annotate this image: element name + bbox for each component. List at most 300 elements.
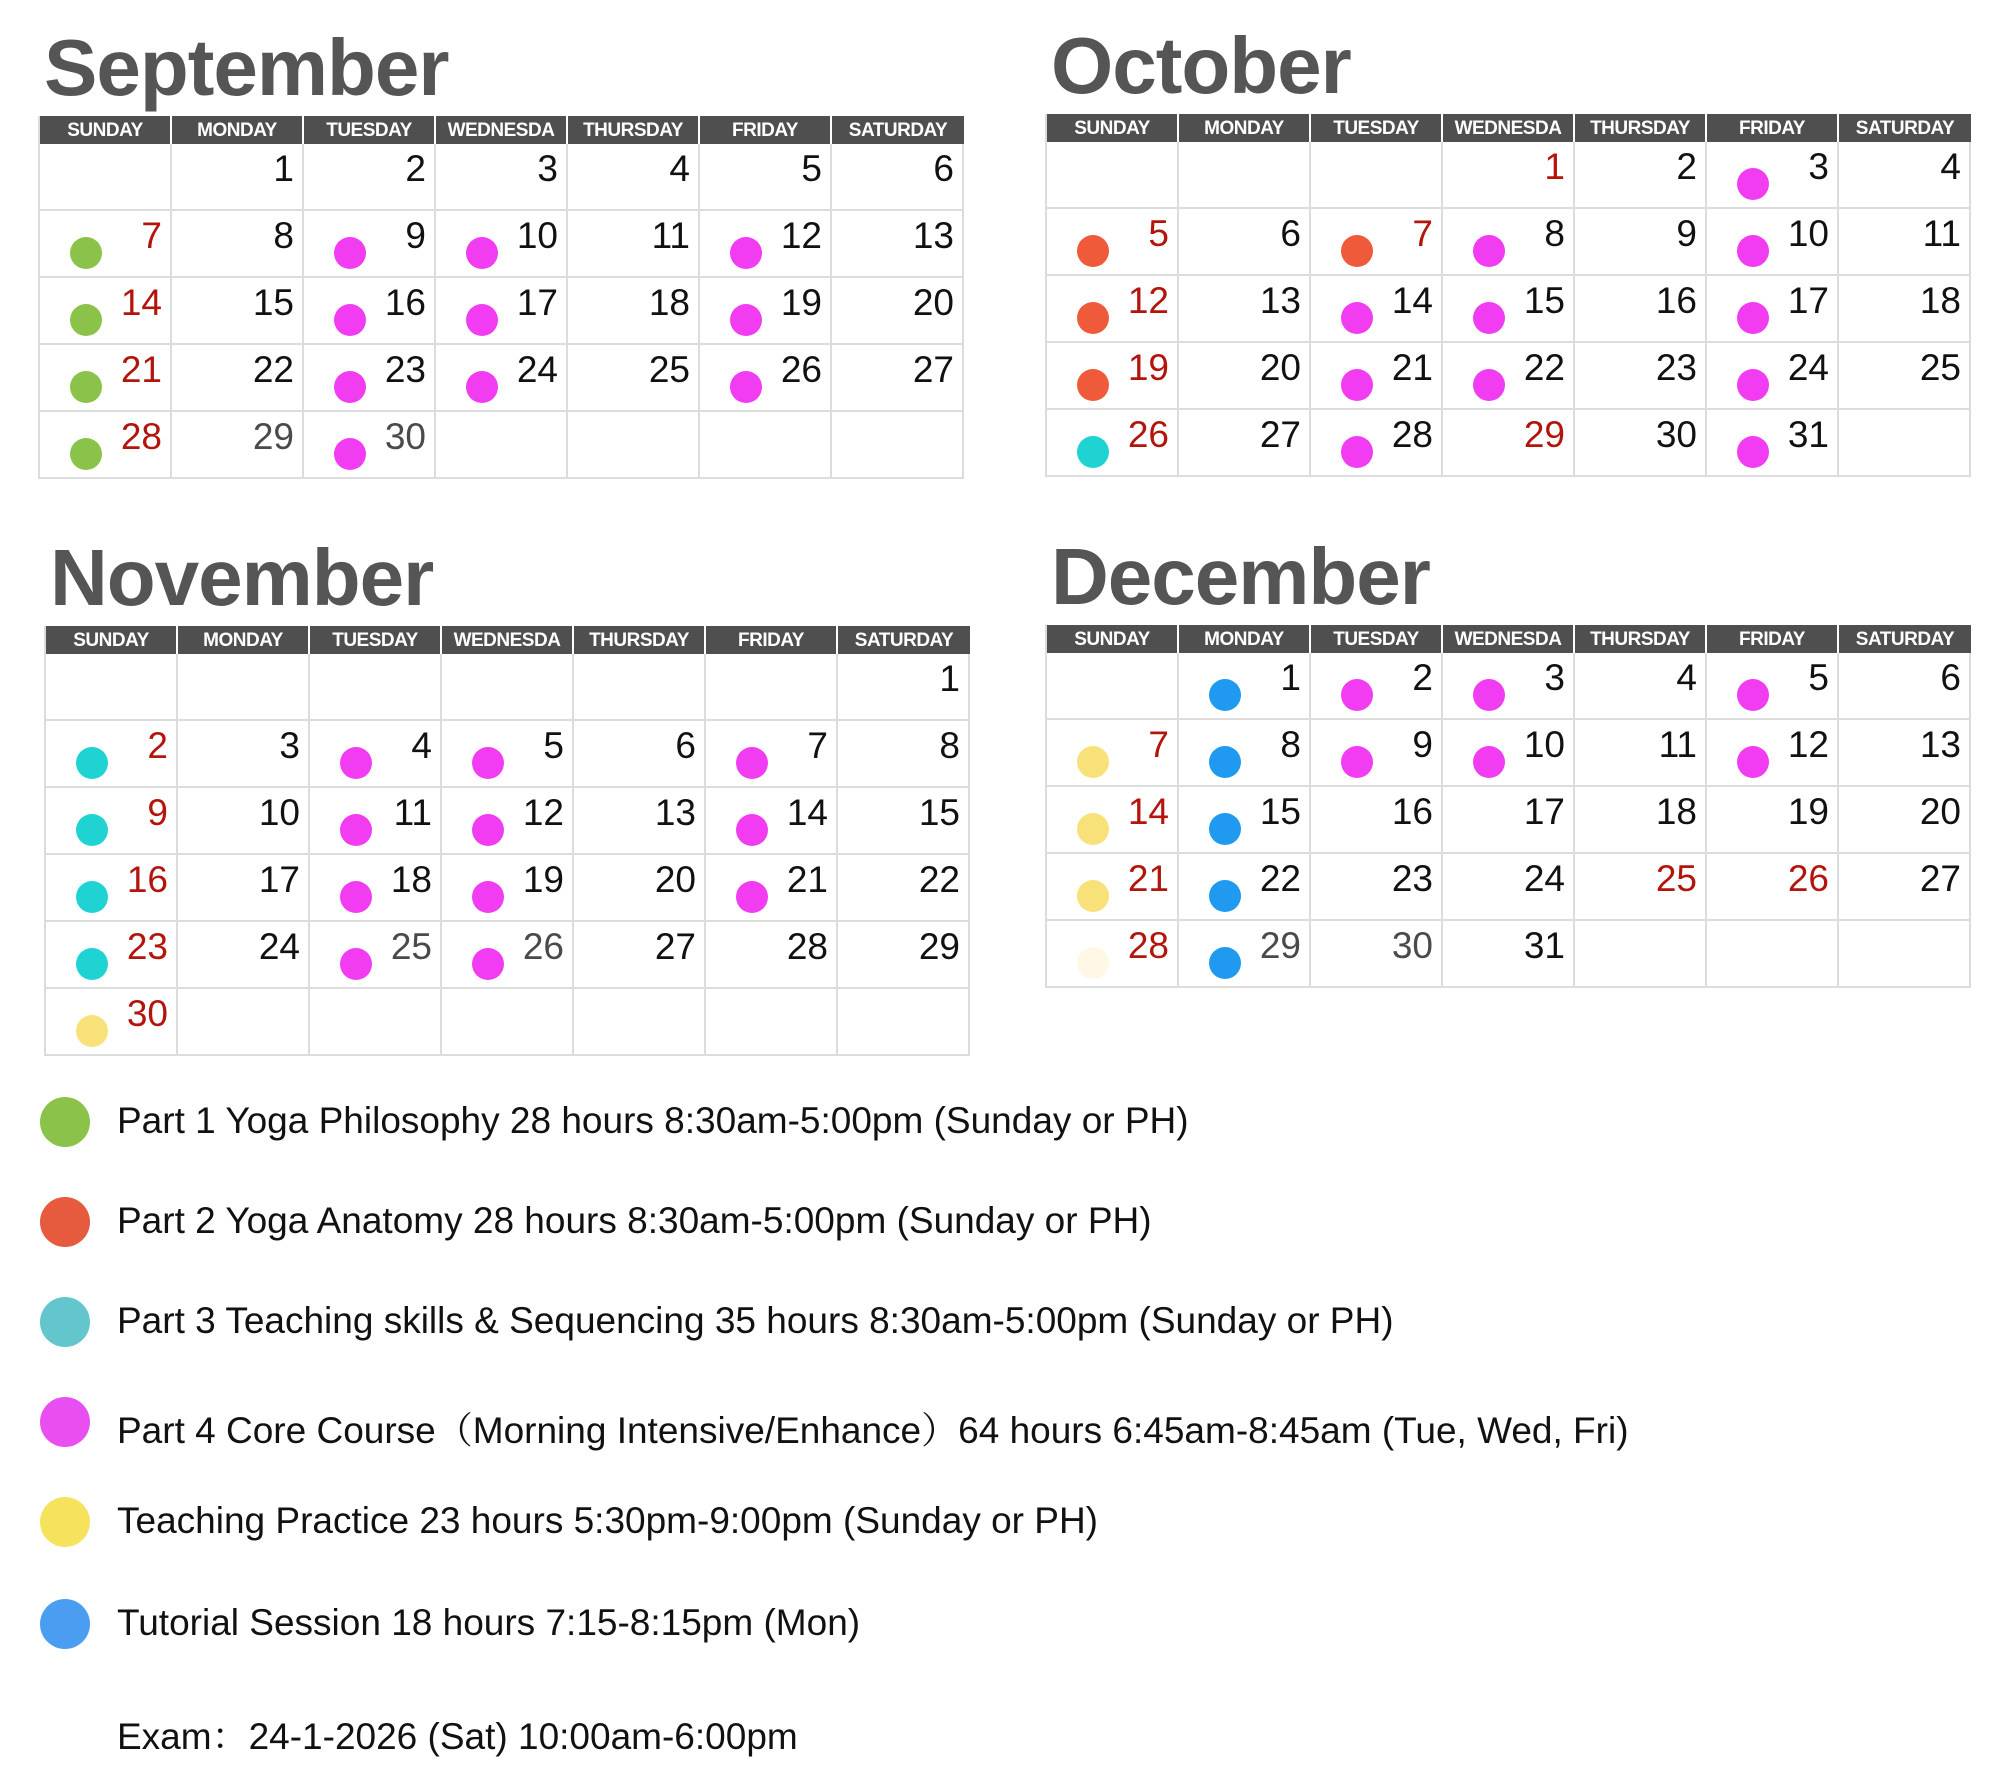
day-cell <box>700 345 832 410</box>
day-cell <box>1179 653 1311 718</box>
day-number: 23 <box>1655 347 1697 388</box>
legend-dot-icon <box>40 1497 90 1547</box>
empty-day-cell <box>1311 142 1443 207</box>
day-number: 27 <box>1919 858 1961 899</box>
week-row <box>46 989 970 1056</box>
session-dot-icon <box>70 371 102 403</box>
weekday-header <box>1047 114 1971 142</box>
day-cell <box>838 788 970 853</box>
session-dot-icon <box>730 304 762 336</box>
day-number: 8 <box>1280 724 1301 765</box>
day-cell <box>1707 720 1839 785</box>
weekday-label: WEDNESDA <box>436 116 568 144</box>
weekday-label: SATURDAY <box>848 120 948 141</box>
day-number: 6 <box>1280 213 1301 254</box>
empty-day-cell <box>1839 410 1971 475</box>
day-number: 11 <box>651 215 690 256</box>
day-cell <box>1443 787 1575 852</box>
day-cell <box>1179 410 1311 475</box>
session-dot-icon <box>1473 679 1505 711</box>
day-cell <box>1311 343 1443 408</box>
session-dot-icon <box>730 237 762 269</box>
day-cell <box>310 922 442 987</box>
day-cell <box>1443 209 1575 274</box>
day-cell <box>1839 653 1971 718</box>
day-cell <box>568 211 700 276</box>
session-dot-icon <box>466 371 498 403</box>
day-cell <box>172 345 304 410</box>
day-number: 26 <box>1787 858 1829 899</box>
day-number: 15 <box>918 792 960 833</box>
legend-text: Part 4 Core Course（Morning Intensive/Enhance）64 hours 6:45am-8:45am (Tue, Wed, Fri) <box>117 1410 1629 1451</box>
day-cell <box>1575 410 1707 475</box>
day-number: 7 <box>807 725 828 766</box>
day-number: 28 <box>1391 414 1433 455</box>
day-number: 30 <box>126 993 168 1034</box>
day-cell <box>700 211 832 276</box>
day-cell <box>1311 787 1443 852</box>
day-number: 21 <box>120 349 162 390</box>
session-dot-icon <box>340 881 372 913</box>
week-row <box>46 721 970 788</box>
day-cell <box>1707 343 1839 408</box>
day-cell <box>832 278 964 343</box>
weekday-label: WEDNESDA <box>1443 114 1575 142</box>
day-cell <box>1311 720 1443 785</box>
day-number: 8 <box>939 725 960 766</box>
month-title: December <box>1051 532 1430 621</box>
day-number: 22 <box>1523 347 1565 388</box>
weekday-label: SUNDAY <box>40 116 172 144</box>
day-number: 28 <box>786 926 828 967</box>
weekday-header <box>40 116 964 144</box>
session-dot-icon <box>340 948 372 980</box>
week-row <box>1047 854 1971 921</box>
day-number: 20 <box>654 859 696 900</box>
day-number: 3 <box>279 725 300 766</box>
day-cell <box>304 278 436 343</box>
day-cell <box>1575 787 1707 852</box>
session-dot-icon <box>70 237 102 269</box>
day-number: 1 <box>1280 657 1301 698</box>
day-cell <box>838 721 970 786</box>
day-number: 4 <box>669 148 690 189</box>
empty-day-cell <box>574 989 706 1054</box>
day-number: 26 <box>1127 414 1169 455</box>
day-cell <box>1443 276 1575 341</box>
session-dot-icon <box>1341 679 1373 711</box>
day-cell <box>1047 921 1179 986</box>
day-cell <box>706 922 838 987</box>
empty-day-cell <box>706 654 838 719</box>
day-number: 17 <box>516 282 558 323</box>
day-cell <box>172 211 304 276</box>
day-number: 25 <box>1919 347 1961 388</box>
day-cell <box>1443 921 1575 986</box>
empty-day-cell <box>700 412 832 477</box>
day-cell <box>1839 209 1971 274</box>
session-dot-icon <box>1209 880 1241 912</box>
day-number: 25 <box>390 926 432 967</box>
week-row <box>1047 343 1971 410</box>
day-number: 4 <box>1940 146 1961 187</box>
day-cell <box>832 144 964 209</box>
day-number: 3 <box>537 148 558 189</box>
day-number: 20 <box>912 282 954 323</box>
empty-day-cell <box>832 412 964 477</box>
day-number: 13 <box>912 215 954 256</box>
session-dot-icon <box>1473 302 1505 334</box>
weekday-label: TUESDAY <box>304 116 436 144</box>
day-number: 7 <box>1412 213 1433 254</box>
weekday-label: TUESDAY <box>1311 114 1443 142</box>
day-number: 25 <box>1655 858 1697 899</box>
week-row <box>40 211 964 278</box>
day-number: 22 <box>252 349 294 390</box>
session-dot-icon <box>472 747 504 779</box>
session-dot-icon <box>472 881 504 913</box>
week-row <box>1047 209 1971 276</box>
week-row <box>46 654 970 721</box>
session-dot-icon <box>466 237 498 269</box>
day-number: 29 <box>1523 414 1565 455</box>
day-cell <box>706 855 838 920</box>
session-dot-icon <box>1077 746 1109 778</box>
day-number: 9 <box>147 792 168 833</box>
weekday-label: MONDAY <box>1179 625 1311 653</box>
day-number: 21 <box>1391 347 1433 388</box>
day-number: 18 <box>1655 791 1697 832</box>
day-cell <box>1707 276 1839 341</box>
day-cell <box>46 855 178 920</box>
session-dot-icon <box>76 881 108 913</box>
day-number: 7 <box>141 215 162 256</box>
weekday-label: WEDNESDA <box>1443 625 1575 653</box>
day-cell <box>46 922 178 987</box>
session-dot-icon <box>1077 302 1109 334</box>
session-dot-icon <box>1209 813 1241 845</box>
day-number: 2 <box>405 148 426 189</box>
day-cell <box>1839 720 1971 785</box>
day-cell <box>1311 854 1443 919</box>
day-number: 17 <box>1523 791 1565 832</box>
session-dot-icon <box>1341 436 1373 468</box>
empty-day-cell <box>310 654 442 719</box>
day-number: 15 <box>1259 791 1301 832</box>
weekday-label: THURSDAY <box>1575 625 1707 653</box>
day-cell <box>442 855 574 920</box>
month-title: September <box>44 23 449 112</box>
day-number: 7 <box>1148 724 1169 765</box>
day-cell <box>310 721 442 786</box>
day-cell <box>46 989 178 1054</box>
day-cell <box>1575 276 1707 341</box>
day-number: 31 <box>1523 925 1565 966</box>
day-cell <box>178 721 310 786</box>
session-dot-icon <box>76 747 108 779</box>
empty-day-cell <box>574 654 706 719</box>
day-number: 19 <box>1787 791 1829 832</box>
weekday-header <box>46 626 970 654</box>
day-cell <box>172 412 304 477</box>
week-row <box>40 412 964 479</box>
day-number: 20 <box>1919 791 1961 832</box>
day-cell <box>1839 142 1971 207</box>
day-cell <box>706 721 838 786</box>
day-number: 12 <box>1787 724 1829 765</box>
session-dot-icon <box>1209 679 1241 711</box>
day-cell <box>1443 854 1575 919</box>
day-number: 1 <box>273 148 294 189</box>
empty-day-cell <box>436 412 568 477</box>
session-dot-icon <box>730 371 762 403</box>
day-cell <box>832 211 964 276</box>
session-dot-icon <box>1341 746 1373 778</box>
day-cell <box>574 721 706 786</box>
session-dot-icon <box>736 747 768 779</box>
weekday-label: FRIDAY <box>1707 625 1839 653</box>
day-cell <box>304 211 436 276</box>
calendar-grid <box>38 116 964 479</box>
day-number: 2 <box>1412 657 1433 698</box>
session-dot-icon <box>736 814 768 846</box>
weekday-label: THURSDAY <box>568 116 700 144</box>
day-cell <box>310 855 442 920</box>
day-number: 5 <box>543 725 564 766</box>
day-number: 23 <box>126 926 168 967</box>
session-dot-icon <box>1341 302 1373 334</box>
day-cell <box>1575 854 1707 919</box>
legend-text: Part 3 Teaching skills & Sequencing 35 hours 8:30am-5:00pm (Sunday or PH) <box>117 1300 1394 1341</box>
day-number: 14 <box>786 792 828 833</box>
day-cell <box>1179 921 1311 986</box>
day-cell <box>574 922 706 987</box>
week-row <box>40 345 964 412</box>
day-number: 16 <box>384 282 426 323</box>
weekday-label: THURSDAY <box>1575 114 1707 142</box>
session-dot-icon <box>472 814 504 846</box>
day-cell <box>436 211 568 276</box>
day-number: 2 <box>1676 146 1697 187</box>
day-number: 27 <box>1259 414 1301 455</box>
week-row <box>46 788 970 855</box>
day-number: 12 <box>780 215 822 256</box>
session-dot-icon <box>466 304 498 336</box>
day-cell <box>436 144 568 209</box>
calendar-grid <box>1045 625 1971 988</box>
day-cell <box>442 788 574 853</box>
day-cell <box>1839 276 1971 341</box>
session-dot-icon <box>334 438 366 470</box>
day-cell <box>574 855 706 920</box>
day-number: 1 <box>939 658 960 699</box>
session-dot-icon <box>70 438 102 470</box>
empty-day-cell <box>1707 921 1839 986</box>
day-number: 11 <box>1922 213 1961 254</box>
day-cell <box>1311 209 1443 274</box>
day-cell <box>574 788 706 853</box>
week-row <box>46 922 970 989</box>
legend-dot-icon <box>40 1599 90 1649</box>
day-number: 28 <box>120 416 162 457</box>
session-dot-icon <box>1341 235 1373 267</box>
day-cell <box>1443 653 1575 718</box>
session-dot-icon <box>1209 746 1241 778</box>
day-cell <box>838 855 970 920</box>
day-cell <box>1179 787 1311 852</box>
day-number: 16 <box>126 859 168 900</box>
session-dot-icon <box>1473 369 1505 401</box>
day-cell <box>838 654 970 719</box>
session-dot-icon <box>1737 302 1769 334</box>
day-number: 6 <box>675 725 696 766</box>
day-cell <box>1707 787 1839 852</box>
day-cell <box>1707 410 1839 475</box>
session-dot-icon <box>1737 168 1769 200</box>
empty-day-cell <box>706 989 838 1054</box>
day-cell <box>1047 787 1179 852</box>
session-dot-icon <box>1077 235 1109 267</box>
session-dot-icon <box>1077 369 1109 401</box>
day-cell <box>1047 209 1179 274</box>
empty-day-cell <box>40 144 172 209</box>
day-number: 10 <box>516 215 558 256</box>
session-dot-icon <box>334 304 366 336</box>
day-number: 29 <box>918 926 960 967</box>
session-dot-icon <box>1737 235 1769 267</box>
day-number: 27 <box>912 349 954 390</box>
day-cell <box>1443 343 1575 408</box>
day-number: 20 <box>1259 347 1301 388</box>
day-cell <box>1311 276 1443 341</box>
day-number: 6 <box>1940 657 1961 698</box>
week-row <box>1047 276 1971 343</box>
empty-day-cell <box>442 654 574 719</box>
weekday-label: SUNDAY <box>46 626 178 654</box>
month-title: November <box>50 533 434 622</box>
day-number: 13 <box>1259 280 1301 321</box>
weekday-label: FRIDAY <box>706 626 838 654</box>
day-cell <box>1179 720 1311 785</box>
day-cell <box>310 788 442 853</box>
day-number: 26 <box>780 349 822 390</box>
day-cell <box>1047 720 1179 785</box>
week-row <box>40 144 964 211</box>
empty-day-cell <box>1047 653 1179 718</box>
day-cell <box>442 721 574 786</box>
day-cell <box>706 788 838 853</box>
week-row <box>1047 142 1971 209</box>
day-cell <box>1047 276 1179 341</box>
weekday-label: SATURDAY <box>854 630 954 651</box>
weekday-label: TUESDAY <box>310 626 442 654</box>
day-cell <box>178 855 310 920</box>
day-number: 16 <box>1655 280 1697 321</box>
day-number: 10 <box>258 792 300 833</box>
day-cell <box>1179 276 1311 341</box>
day-cell <box>568 345 700 410</box>
day-number: 3 <box>1808 146 1829 187</box>
day-cell <box>172 144 304 209</box>
session-dot-icon <box>1077 813 1109 845</box>
week-row <box>1047 921 1971 988</box>
day-number: 23 <box>384 349 426 390</box>
day-number: 24 <box>1787 347 1829 388</box>
day-cell <box>1575 209 1707 274</box>
session-dot-icon <box>76 1015 108 1047</box>
day-cell <box>1179 854 1311 919</box>
day-number: 31 <box>1787 414 1829 455</box>
day-number: 19 <box>522 859 564 900</box>
session-dot-icon <box>1209 947 1241 979</box>
day-cell <box>40 278 172 343</box>
week-row <box>1047 410 1971 477</box>
legend-text: Part 1 Yoga Philosophy 28 hours 8:30am-5:00pm (Sunday or PH) <box>117 1100 1189 1141</box>
session-dot-icon <box>1737 746 1769 778</box>
session-dot-icon <box>1737 369 1769 401</box>
day-cell <box>40 412 172 477</box>
weekday-label: MONDAY <box>178 626 310 654</box>
day-number: 24 <box>1523 858 1565 899</box>
day-cell <box>568 278 700 343</box>
day-number: 14 <box>1391 280 1433 321</box>
day-number: 13 <box>654 792 696 833</box>
day-number: 3 <box>1544 657 1565 698</box>
day-number: 11 <box>1658 724 1697 765</box>
day-cell <box>304 345 436 410</box>
day-number: 11 <box>393 792 432 833</box>
weekday-header <box>1047 625 1971 653</box>
day-number: 23 <box>1391 858 1433 899</box>
day-cell <box>1575 142 1707 207</box>
weekday-label: FRIDAY <box>700 116 832 144</box>
empty-day-cell <box>178 989 310 1054</box>
empty-day-cell <box>1047 142 1179 207</box>
session-dot-icon <box>76 948 108 980</box>
day-cell <box>1047 343 1179 408</box>
empty-day-cell <box>178 654 310 719</box>
day-number: 12 <box>1127 280 1169 321</box>
day-number: 10 <box>1523 724 1565 765</box>
day-number: 14 <box>120 282 162 323</box>
weekday-label: MONDAY <box>1179 114 1311 142</box>
session-dot-icon <box>1341 369 1373 401</box>
day-number: 6 <box>933 148 954 189</box>
day-cell <box>1179 209 1311 274</box>
session-dot-icon <box>340 747 372 779</box>
day-cell <box>442 922 574 987</box>
empty-day-cell <box>442 989 574 1054</box>
day-number: 5 <box>801 148 822 189</box>
session-dot-icon <box>736 881 768 913</box>
weekday-label: SATURDAY <box>1855 629 1955 650</box>
week-row <box>1047 787 1971 854</box>
session-dot-icon <box>1473 235 1505 267</box>
day-cell <box>1575 653 1707 718</box>
day-cell <box>1311 653 1443 718</box>
day-cell <box>1839 787 1971 852</box>
day-cell <box>1311 410 1443 475</box>
legend-dot-icon <box>40 1197 90 1247</box>
day-cell <box>1179 343 1311 408</box>
day-cell <box>1707 142 1839 207</box>
day-number: 29 <box>1259 925 1301 966</box>
day-cell <box>568 144 700 209</box>
day-cell <box>1839 343 1971 408</box>
day-cell <box>1443 720 1575 785</box>
day-number: 28 <box>1127 925 1169 966</box>
legend-dot-icon <box>40 1397 90 1447</box>
